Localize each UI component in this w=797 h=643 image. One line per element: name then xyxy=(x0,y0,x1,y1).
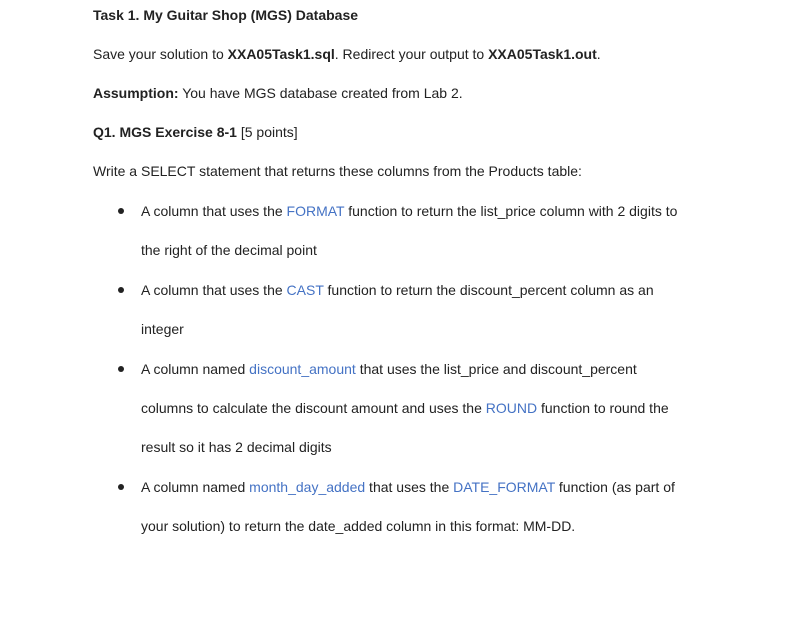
save-middle: . Redirect your output to xyxy=(334,46,489,62)
intro-text: Write a SELECT statement that returns these columns from the Products table: xyxy=(93,163,582,179)
question-points: [5 points] xyxy=(236,124,298,140)
bullet-1-keyword-format: FORMAT xyxy=(286,203,345,219)
bullet-3-keyword-discount-amount: discount_amount xyxy=(249,361,356,377)
bullet-4-line-2: your solution) to return the date_added column in this format: MM-DD. xyxy=(141,518,576,534)
bullet-icon xyxy=(118,366,124,372)
bullet-2-text-c: function to return the discount_percent column as an xyxy=(323,282,654,298)
assumption-text: You have MGS database created from Lab 2. xyxy=(178,85,463,101)
bullet-4-text-e: function (as part of xyxy=(555,479,675,495)
sql-filename: XXA05Task1.sql xyxy=(227,46,335,62)
bullet-2-text-a: A column that uses the xyxy=(141,282,287,298)
bullet-4-line-1 xyxy=(141,478,675,496)
bullet-2-line-1 xyxy=(141,281,654,299)
bullet-3-line-2 xyxy=(141,399,669,417)
save-suffix: . xyxy=(596,46,601,62)
bullet-icon xyxy=(118,484,124,490)
bullet-1-line-1 xyxy=(141,202,677,220)
bullet-3-text-c: that uses the list_price and discount_percent xyxy=(355,361,637,377)
save-instructions xyxy=(93,45,601,63)
bullet-icon xyxy=(118,287,124,293)
bullet-4-keyword-date-format: DATE_FORMAT xyxy=(453,479,556,495)
bullet-1-text-c: function to return the list_price column with 2 digits to xyxy=(344,203,678,219)
out-filename: XXA05Task1.out xyxy=(488,46,597,62)
question-label: Q1. MGS Exercise 8-1 xyxy=(93,124,237,140)
bullet-3-line-2-text-c: function to round the xyxy=(537,400,669,416)
bullet-3-line-1 xyxy=(141,360,637,378)
bullet-2-keyword-cast: CAST xyxy=(286,282,324,298)
bullet-3-text-a: A column named xyxy=(141,361,250,377)
bullet-3-keyword-round: ROUND xyxy=(485,400,538,416)
assumption-line xyxy=(93,84,463,102)
bullet-4-keyword-month-day-added: month_day_added xyxy=(249,479,366,495)
task-title: Task 1. My Guitar Shop (MGS) Database xyxy=(93,7,359,23)
bullet-1-line-2: the right of the decimal point xyxy=(141,242,317,258)
bullet-4-text-c: that uses the xyxy=(365,479,454,495)
question-heading xyxy=(93,123,298,141)
bullet-3-line-2-text-a: columns to calculate the discount amount and uses the xyxy=(141,400,486,416)
bullet-1-text-a: A column that uses the xyxy=(141,203,287,219)
bullet-icon xyxy=(118,208,124,214)
bullet-4-text-a: A column named xyxy=(141,479,250,495)
bullet-2-line-2: integer xyxy=(141,321,184,337)
assumption-label: Assumption: xyxy=(93,85,179,101)
save-prefix: Save your solution to xyxy=(93,46,228,62)
bullet-3-line-3: result so it has 2 decimal digits xyxy=(141,439,332,455)
